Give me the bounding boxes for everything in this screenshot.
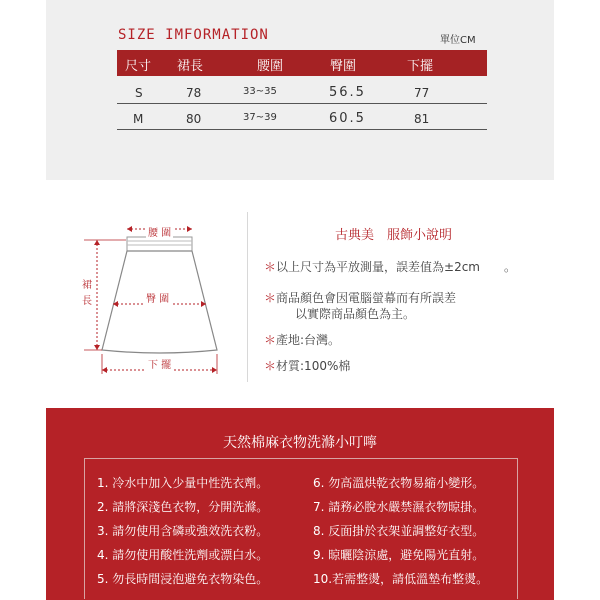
header-hem: 下擺: [407, 59, 434, 74]
star-icon: ＊: [264, 359, 277, 373]
hip-label: 臀 圍: [144, 290, 171, 305]
cell-hip: 60.5: [329, 111, 366, 126]
cell-waist: 33~35: [243, 86, 277, 97]
care-item: 2. 請將深淺色衣物，分開洗滌。: [97, 500, 269, 514]
header-size: 尺寸: [125, 59, 152, 74]
info-line: ＊商品顏色會因電腦螢幕而有所誤差: [264, 291, 457, 305]
star-icon: ＊: [264, 260, 277, 274]
star-icon: ＊: [264, 291, 277, 305]
info-line: ＊材質:100%棉: [264, 359, 351, 373]
info-line: ＊以上尺寸為平放測量，誤差值為±2cm 。: [264, 260, 516, 274]
care-item: 6. 勿高溫烘乾衣物易縮小變形。: [313, 476, 485, 490]
header-length: 裙長: [177, 59, 204, 74]
waist-label: 腰 圍: [146, 224, 173, 239]
care-item: 5. 勿長時間浸泡避免衣物染色。: [97, 572, 269, 586]
table-row: [117, 78, 487, 102]
length-label-top: 裙: [82, 276, 92, 291]
length-label-bottom: 長: [82, 292, 92, 307]
care-item: 8. 反面掛於衣架並調整好衣型。: [313, 524, 485, 538]
skirt-diagram: [80, 220, 250, 385]
unit-label: 單位CM: [440, 35, 476, 46]
care-item: 10.若需整燙，請低溫墊布整燙。: [313, 572, 489, 586]
row-divider: [117, 129, 487, 130]
divider-line: [247, 212, 248, 382]
header-hip: 臀圍: [330, 59, 357, 74]
care-item: 9. 晾曬陰涼處，避免陽光直射。: [313, 548, 485, 562]
table-header: [117, 50, 487, 76]
star-icon: ＊: [264, 333, 277, 347]
care-item: 1. 冷水中加入少量中性洗衣劑。: [97, 476, 269, 490]
care-item: 4. 請勿使用酸性洗劑或漂白水。: [97, 548, 269, 562]
care-item: 3. 請勿使用含磷或強效洗衣粉。: [97, 524, 269, 538]
info-title: 古典美 服飾小說明: [335, 228, 453, 243]
info-line: ＊產地:台灣。: [264, 333, 341, 347]
cell-hem: 77: [414, 86, 430, 100]
size-title: SIZE IMFORMATION: [118, 27, 269, 43]
info-line: 以實際商品顏色為主。: [295, 307, 416, 321]
cell-hip: 56.5: [329, 85, 366, 100]
care-title: 天然棉麻衣物洗滌小叮嚀: [223, 435, 377, 451]
header-waist: 腰圍: [257, 59, 284, 74]
cell-hem: 81: [414, 112, 430, 126]
cell-waist: 37~39: [243, 112, 277, 123]
cell-length: 78: [186, 86, 202, 100]
care-item: 7. 請務必脫水嚴禁濕衣物晾掛。: [313, 500, 485, 514]
cell-size: M: [133, 112, 144, 126]
table-row: [117, 104, 487, 128]
hem-label: 下 擺: [146, 356, 173, 371]
cell-length: 80: [186, 112, 202, 126]
cell-size: S: [135, 86, 143, 100]
